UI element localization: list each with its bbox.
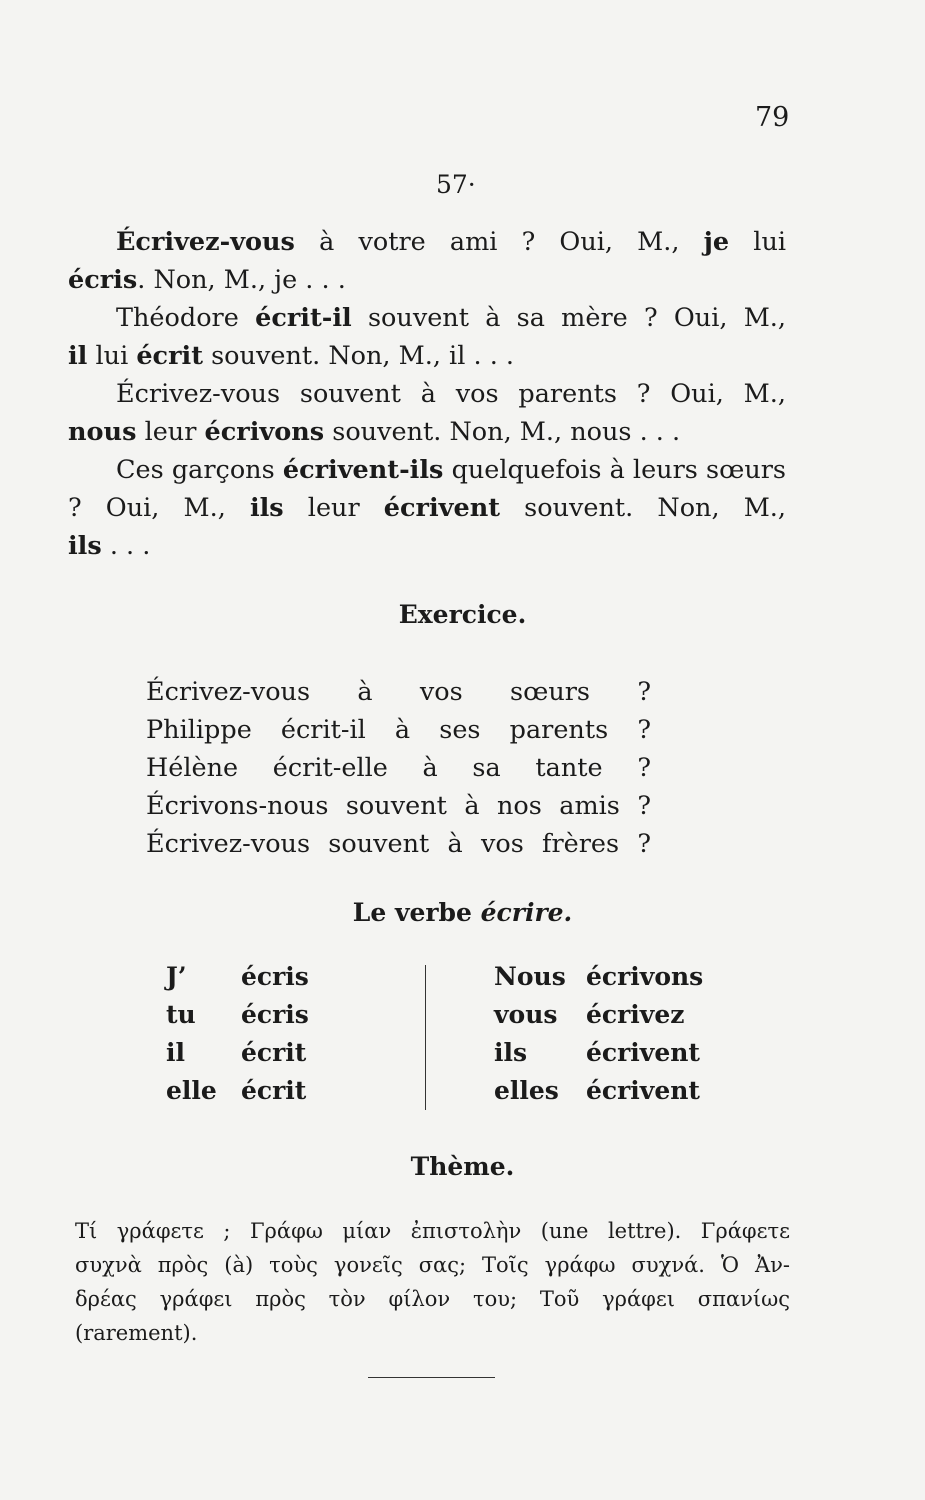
exercise-line: Hélène écrit-elle à sa tante ? <box>146 753 651 783</box>
reading-paragraph: Écrivez-vous à votre ami ? Oui, M., je lui <box>116 227 787 257</box>
reading-paragraph: ils . . . <box>68 531 151 561</box>
exercise-line: Écrivez-vous à vos sœurs ? <box>146 677 651 707</box>
theme-line: (rarement). <box>75 1321 198 1345</box>
theme-line: Τί γράφετε ; Γράφω μίαν ἐπιστολὴν (une lettre). Γράφετε <box>75 1219 790 1243</box>
reading-paragraph: écris. Non, M., je . . . <box>68 265 346 295</box>
page-number: 79 <box>755 102 790 133</box>
plural-forms: écrivons écrivez écrivent écrivent <box>586 962 704 1105</box>
reading-paragraph: il lui écrit souvent. Non, M., il . . . <box>68 341 515 371</box>
exercise-title: Exercice. <box>398 600 527 629</box>
exercise-line: Philippe écrit-il à ses parents ? <box>146 715 651 745</box>
singular-pronouns: J’ tu il elle <box>166 962 217 1105</box>
exercise-line: Écrivez-vous souvent à vos frères ? <box>146 829 651 859</box>
lesson-number: 57· <box>436 170 476 199</box>
exercise-line: Écrivons-nous souvent à nos amis ? <box>146 791 651 821</box>
reading-paragraph: Écrivez-vous souvent à vos parents ? Oui, M., <box>116 379 786 409</box>
reading-paragraph: Théodore écrit-il souvent à sa mère ? Oui, M., <box>116 303 787 333</box>
reading-paragraph: Ces garçons écrivent-ils quelquefois à leurs sœurs ? Oui, M., ils leur écrivent souvent. Non, M., <box>68 455 787 523</box>
theme-line: συχνὰ πρὸς (à) τοὺς γονεῖς σας; Τοῖς γράφω συχνά. Ὁ Ἀν- <box>75 1253 790 1277</box>
theme-title: Thème. <box>410 1152 515 1181</box>
verb-title: Le verbe écrire. <box>352 898 573 927</box>
theme-line: δρέας γράφει πρὸς τὸν φίλον του; Τοῦ γράφει σπανίως <box>75 1287 790 1311</box>
theme-text <box>75 1214 790 1350</box>
reading-text <box>68 223 786 565</box>
plural-pronouns: Nous vous ils elles <box>494 962 566 1105</box>
conjugation-divider <box>425 965 426 1110</box>
exercise-list <box>146 673 651 863</box>
reading-paragraph: nous leur écrivons souvent. Non, M., nous . . . <box>68 417 681 447</box>
singular-forms: écris écris écrit écrit <box>241 962 309 1105</box>
end-rule <box>368 1377 495 1378</box>
